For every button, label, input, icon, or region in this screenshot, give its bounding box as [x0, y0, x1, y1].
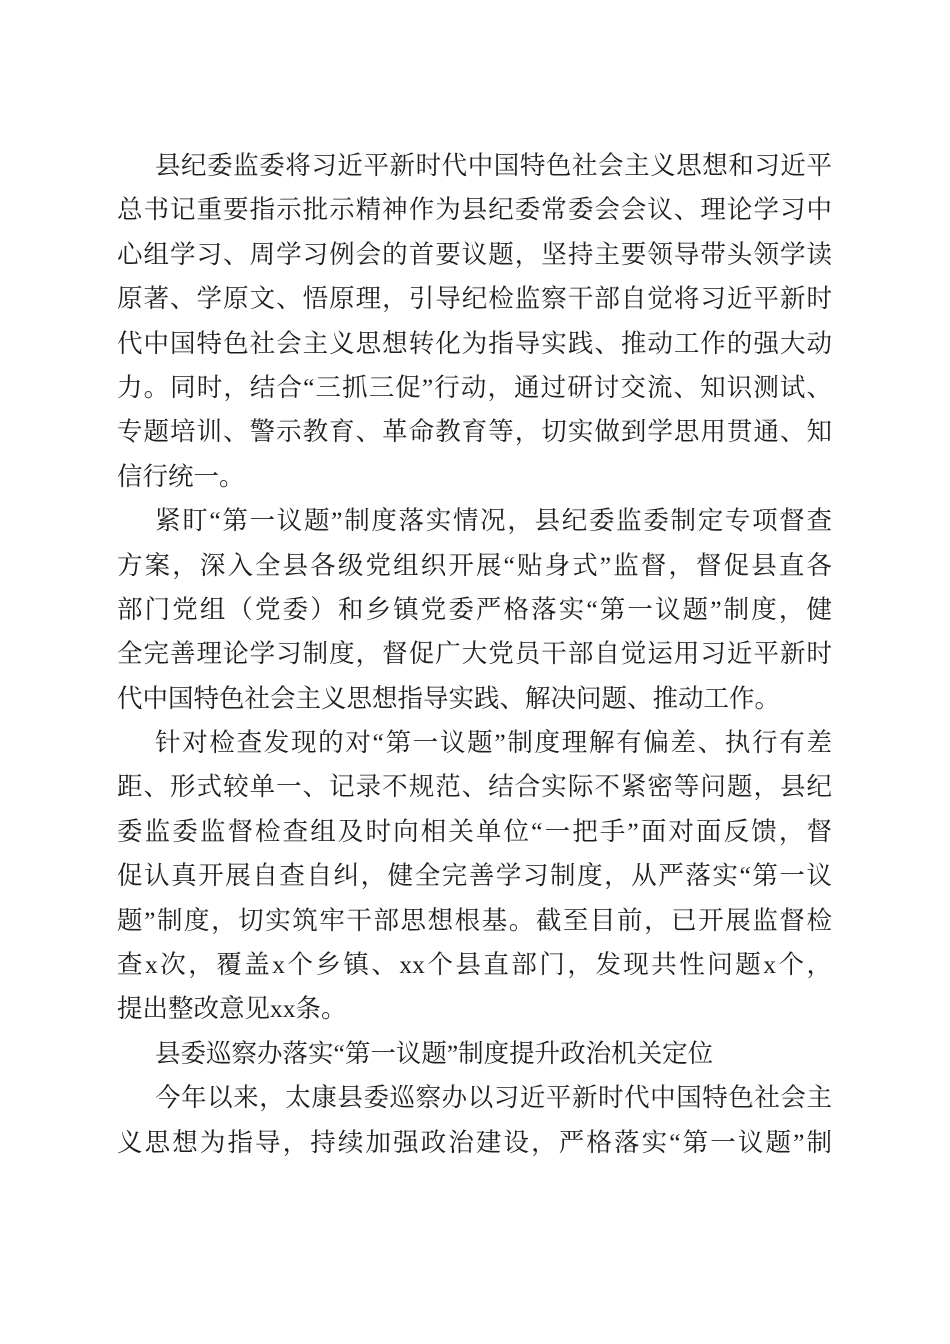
text-line: 总书记重要指示批示精神作为县纪委常委会会议、理论学习中	[117, 195, 832, 225]
text-line: 专题培训、警示教育、革命教育等，切实做到学思用贯通、知	[117, 417, 832, 447]
text-line: 县纪委监委将习近平新时代中国特色社会主义思想和习近平	[155, 151, 832, 180]
text-line: 代中国特色社会主义思想指导实践、解决问题、推动工作。	[117, 683, 781, 713]
text-line: 县委巡察办落实“第一议题”制度提升政治机关定位	[155, 1038, 714, 1068]
paragraph	[117, 499, 832, 721]
paragraph	[117, 1076, 832, 1165]
text-line: 义思想为指导，持续加强政治建设，严格落实“第一议题”制	[117, 1127, 832, 1157]
text-line: 今年以来，太康县委巡察办以习近平新时代中国特色社会主	[155, 1083, 832, 1113]
text-line: 代中国特色社会主义思想转化为指导实践、推动工作的强大动	[117, 328, 832, 358]
text-line: 力。同时，结合“三抓三促”行动，通过研讨交流、知识测试、	[117, 372, 832, 402]
text-line: 查x次，覆盖x个乡镇、xx个县直部门，发现共性问题x个，	[117, 950, 832, 980]
text-line: 信行统一。	[117, 461, 245, 491]
text-line: 方案，深入全县各级党组织开展“贴身式”监督，督促县直各	[117, 550, 832, 580]
text-line: 距、形式较单一、记录不规范、结合实际不紧密等问题，县纪	[117, 772, 832, 802]
text-line: 部门党组（党委）和乡镇党委严格落实“第一议题”制度，健	[117, 594, 832, 624]
text-line: 促认真开展自查自纠，健全完善学习制度，从严落实“第一议	[117, 861, 832, 891]
paragraph	[117, 721, 832, 1032]
document-body	[117, 144, 832, 1165]
paragraph	[117, 144, 832, 499]
text-line: 针对检查发现的对“第一议题”制度理解有偏差、执行有差	[155, 728, 832, 758]
text-line: 紧盯“第一议题”制度落实情况，县纪委监委制定专项督查	[155, 506, 832, 536]
text-line: 提出整改意见xx条。	[117, 994, 347, 1024]
text-line: 题”制度，切实筑牢干部思想根基。截至目前，已开展监督检	[117, 905, 832, 935]
text-line: 原著、学原文、悟原理，引导纪检监察干部自觉将习近平新时	[117, 284, 832, 314]
section-heading	[117, 1032, 832, 1076]
text-line: 委监委监督检查组及时向相关单位“一把手”面对面反馈，督	[117, 816, 832, 846]
text-line: 心组学习、周学习例会的首要议题，坚持主要领导带头领学读	[117, 239, 832, 269]
text-line: 全完善理论学习制度，督促广大党员干部自觉运用习近平新时	[117, 639, 832, 669]
